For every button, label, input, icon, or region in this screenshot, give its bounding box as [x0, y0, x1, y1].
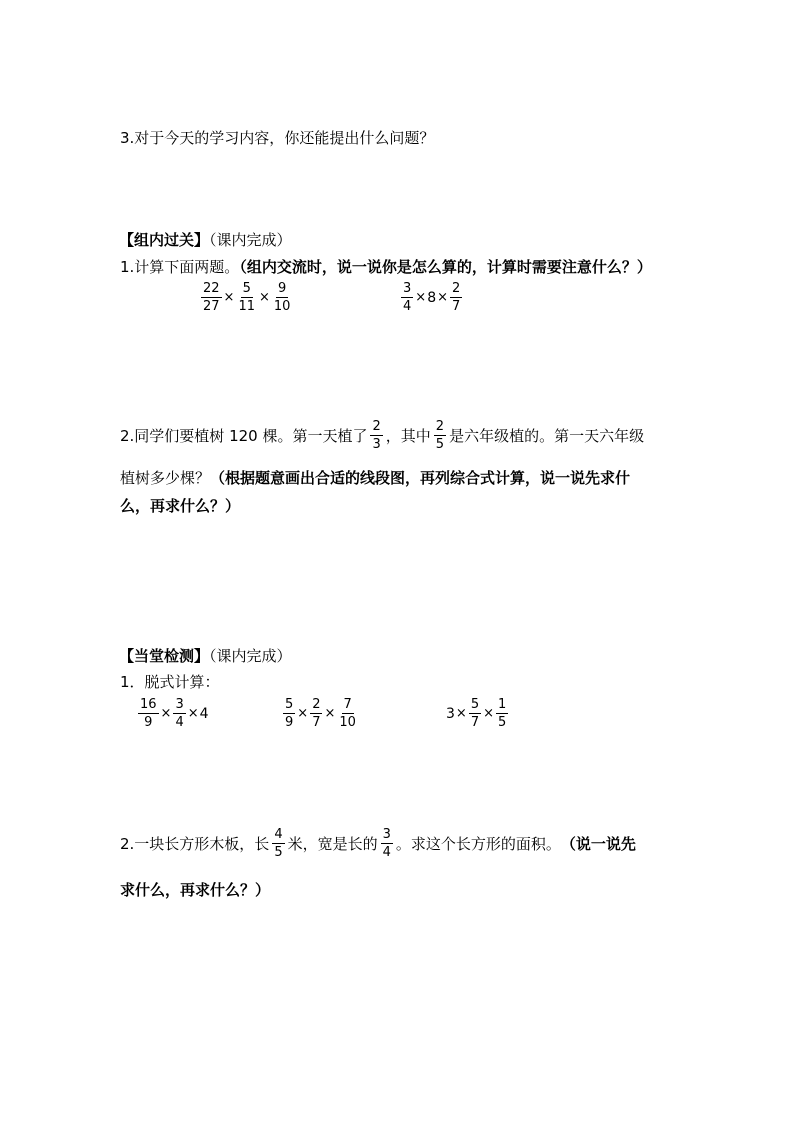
times-sign: × [259, 290, 270, 305]
fraction: $\frac{9}{10}$ [273, 281, 291, 314]
check-q2-text-b: 米，宽是长的 [287, 834, 378, 853]
group-pass-heading [119, 230, 292, 250]
fraction: $\frac{16}{9}$ [140, 697, 157, 730]
group-q1-lead: 1.计算下面两题。 [120, 258, 240, 276]
whole-number: 4 [199, 705, 209, 722]
group-pass-q2-line-1 [120, 418, 644, 453]
times-sign: × [437, 290, 449, 305]
class-check-title: 【当堂检测】 [119, 647, 210, 665]
group-pass-title: 【组内过关】 [119, 231, 210, 249]
check-q1-expression-1 [137, 696, 209, 731]
group-q2-text-c: 是六年级植的。第一天六年级 [449, 426, 645, 445]
times-sign: × [415, 290, 427, 305]
fraction: $\frac{7}{10}$ [339, 697, 356, 730]
class-check-q2-line-2: 求什么，再求什么？） [120, 881, 271, 899]
fraction: $\frac{2}{7}$ [312, 697, 321, 730]
fraction: $\frac{3}{4}$ [403, 281, 412, 314]
times-sign: × [483, 706, 495, 721]
group-pass-q1 [120, 257, 652, 277]
times-sign: × [455, 706, 467, 721]
fraction: $\frac{2}{3}$ [372, 419, 381, 452]
fraction: $\frac{5}{7}$ [470, 697, 480, 730]
group-q1-expression-1 [200, 280, 293, 315]
fraction: $\frac{2}{5}$ [435, 419, 445, 452]
fraction: $\frac{22}{27}$ [203, 281, 220, 314]
group-q2-text-b: ，其中 [385, 426, 431, 445]
times-sign: × [324, 706, 336, 721]
class-check-note: （课内完成） [209, 647, 292, 665]
check-q1-expression-3 [446, 696, 509, 731]
check-q2-text-c: 。求这个长方形的面积。 [395, 834, 561, 853]
times-sign: × [297, 706, 309, 721]
class-check-heading [119, 646, 292, 666]
class-check-q1: 1．脱式计算： [120, 673, 220, 691]
fraction: $\frac{1}{5}$ [498, 697, 507, 730]
times-sign: × [160, 706, 172, 721]
group-q2-hint: （根据题意画出合适的线段图，再列综合式计算，说一说先求什 [210, 469, 631, 487]
times-sign: × [187, 706, 199, 721]
fraction: $\frac{3}{4}$ [175, 697, 184, 730]
check-q2-text-a: 2.一块长方形木板，长 [120, 834, 270, 853]
fraction: $\frac{2}{7}$ [452, 281, 461, 314]
group-q2-text-a: 2.同学们要植树 120 棵。第一天植了 [120, 426, 368, 445]
group-q1-expression-2 [400, 280, 463, 315]
question-3: 3.对于今天的学习内容，你还能提出什么问题？ [120, 129, 435, 147]
group-pass-q2-line-2 [120, 468, 630, 488]
fraction: $\frac{5}{9}$ [285, 697, 294, 730]
group-q2-question: 植树多少棵？ [120, 469, 211, 487]
whole-number: 3 [446, 705, 455, 722]
check-q2-hint-a: （说一说先 [560, 834, 636, 853]
times-sign: × [223, 290, 235, 305]
fraction: $\frac{5}{11}$ [238, 281, 255, 314]
group-pass-q2-line-3: 么，再求什么？） [120, 497, 241, 515]
group-q1-note: （组内交流时，说一说你是怎么算的，计算时需要注意什么？） [239, 258, 652, 276]
fraction: $\frac{3}{4}$ [382, 827, 391, 860]
whole-number: 8 [427, 289, 437, 306]
check-q1-expression-2 [282, 696, 359, 731]
class-check-q2-line-1 [120, 826, 636, 861]
fraction: $\frac{4}{5}$ [274, 827, 283, 860]
group-pass-note: （课内完成） [209, 231, 292, 249]
